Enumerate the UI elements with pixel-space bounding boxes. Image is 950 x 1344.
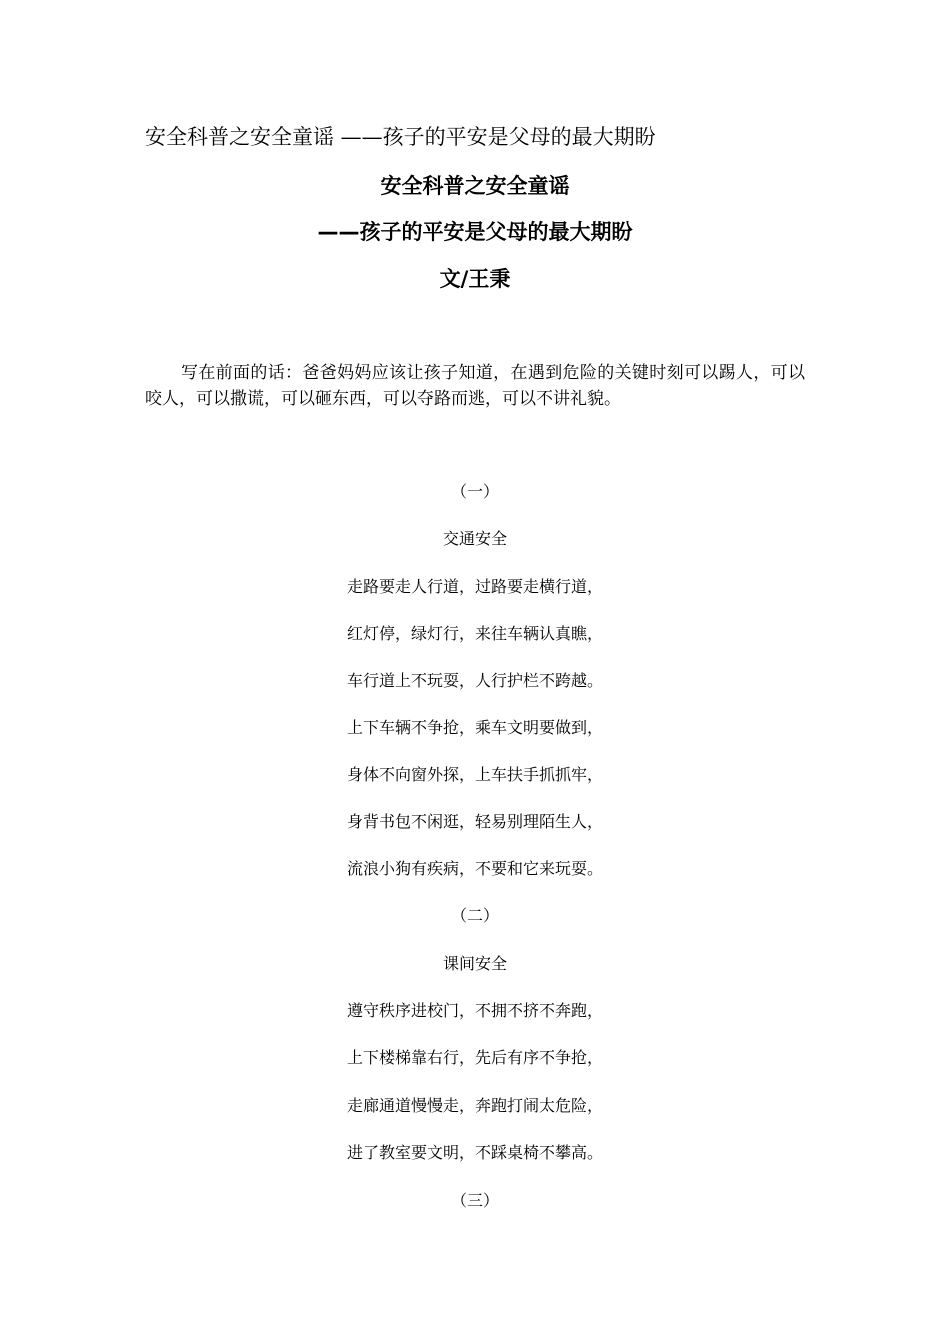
- poem-line: 上下楼梯靠右行，先后有序不争抢，: [346, 1048, 603, 1067]
- section-number: （一）: [450, 482, 499, 501]
- preface-paragraph: 写在前面的话：爸爸妈妈应该让孩子知道，在遇到危险的关键时刻可以踢人，可以咬人，可以撒谎，可以砸东西，可以夺路而逃，可以不讲礼貌。: [145, 363, 805, 409]
- poem-line: 车行道上不玩耍，人行护栏不跨越。: [346, 671, 603, 690]
- poem-line: 走廊通道慢慢走，奔跑打闹太危险，: [346, 1096, 603, 1115]
- poem-line: 身背书包不闲逛，轻易别理陌生人，: [346, 812, 603, 831]
- document-heading: 安全科普之安全童谣 ——孩子的平安是父母的最大期盼: [145, 125, 656, 149]
- section-title: 课间安全: [442, 954, 507, 973]
- poem-line: 流浪小狗有疾病，不要和它来玩耍。: [346, 859, 603, 878]
- author-line: 文/王秉: [439, 267, 511, 291]
- section-number: （三）: [450, 1191, 499, 1210]
- poem-line: 遵守秩序进校门，不拥不挤不奔跑，: [346, 1001, 603, 1020]
- poem-line: 上下车辆不争抢，乘车文明要做到，: [346, 718, 603, 737]
- poem-line: 走路要走人行道，过路要走横行道，: [346, 577, 603, 596]
- section-number: （二）: [450, 906, 499, 925]
- poem-line: 身体不向窗外探，上车扶手抓抓牢，: [346, 765, 603, 784]
- main-title: 安全科普之安全童谣: [380, 174, 570, 198]
- subtitle: ——孩子的平安是父母的最大期盼: [317, 220, 633, 244]
- section-title: 交通安全: [442, 529, 507, 548]
- poem-line: 红灯停，绿灯行，来往车辆认真瞧，: [346, 624, 603, 643]
- poem-line: 进了教室要文明，不踩桌椅不攀高。: [346, 1143, 603, 1162]
